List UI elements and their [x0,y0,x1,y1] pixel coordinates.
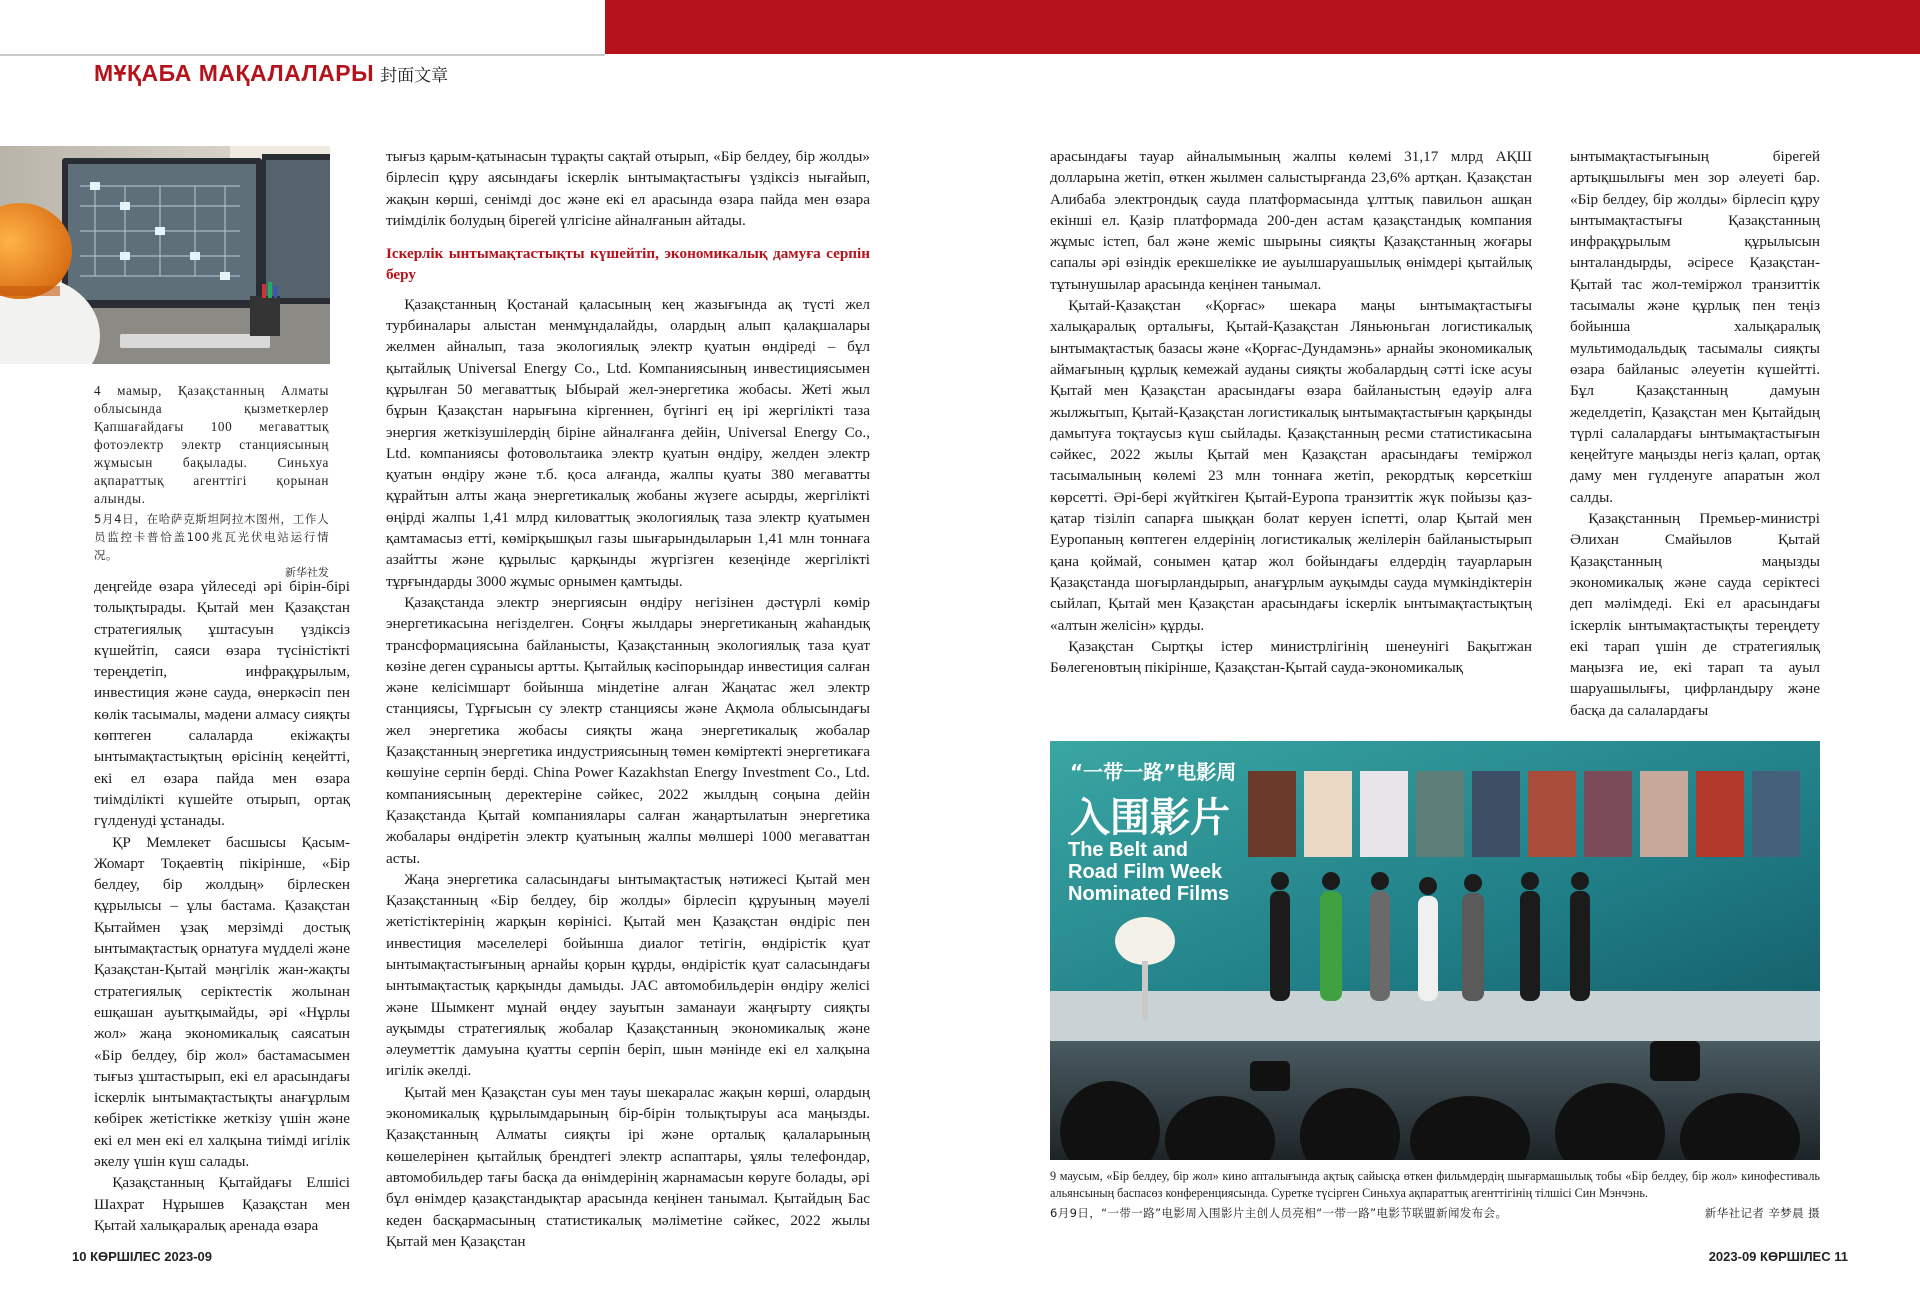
folio-right [1709,1249,1848,1264]
screen-title-zh: “一带一路”电影周 [1070,760,1237,784]
issue-number: 2023-09 [164,1249,213,1264]
header-rule [0,54,605,56]
paragraph: Қытай-Қазақстан «Қорғас» шекара маңы ынтымақтастығы халықаралық орталығы, Қытай-Қазақстан Ляньюньган логистикалық ынтымақтастық базасы және «Қорғас-Дундамэнь» арнайы экономикалық аймағының құрлық кемежай ауданы сияқты жобалардың сәтті іске асуы Қытай мен Қазақстан арасындағы өзара байланыстың едәуір алға жылжытып, Қытай-Қазақстан логистикалық ынтымақтастығын қарқынды дамытуға тоқтаусыз күш сыйлады. Қазақстанның ресми статистикасына сәйкес, 2022 жылы Қытай мен Қазақстан арасындағы теміржол тасымалының көлемі 23 млн тоннаға жетіп, рекордтық көрсеткіш көрсетті. Әрі-бері жүйткіген Қытай-Еуропа транзиттік жүк пойызы қаз-қатар тізіліп сапарға шыққан болат керуен іспетті, олар Қытай мен Еуропаның көптеген елдерінің логистикалық желілерін байланыстырып қана қоймай, сонымен қатар жол бойындағы елдердің тауарларын Қазақстанда шоғырландырып, анағұрлым ауқымды сауда мүмкіндіктерін сыйлап, Қытай мен Қазақстан арасындағы іскерлік ынтымақтастықтың «алтын желісін» құрды. [1050,297,1532,634]
paragraph: Жаңа энергетика саласындағы ынтымақтастық нәтижесі Қытай мен Қазақстанның «Бір белдеу, бір жолды» бірлесіп құруының мәуелі жетістіктерінің жарқын көрінісі. Қытай мен Қазақстан өндіріс пен инвестиция мәселелері бойынша диалог тетігін, өндірістік қуат ынтымақтастығының арнайы қорын құрды, өндірістік қуат саласындағы ынтымақтастық қарқынды дамыды. JAC автомобильдерін өндіру желісі және Шымкент мұнай өңдеу зауытын заманауи жаңғырту сияқты ауқымды стратегиялық жобалар Қазақстанның экономикалық және әлеуметтік дамуына қуатты серпін беріп, шын мәнінде екі ел халқына игілік әкелді. [386,870,870,1080]
article-column-1 [94,576,350,1236]
article-column-4 [1570,146,1820,721]
paragraph: деңгейде өзара үйлеседі әрі бірін-бірі толықтырады. Қытай мен Қазақстан стратегиялық ұштасуын үздіксіз күшейтіп, саяси өзара түсіністікті тереңдетіп, инфрақұрылым, инвестиция және сауда, өнеркәсіп пен көлік тасымалы, мәдени алмасу сияқты көптеген салаларда екіжақты ынтымақтастықтың өрісінің кеңейтті, екі ел өзара пайда мен өзара тиімділікті күшейте отырып, ортақ гүлденуді ұстанады. [94,578,350,830]
paragraph: Қазақстанның Қытайдағы Елшісі Шахрат Нұрышев Қазақстан мен Қытай халықаралық аренада өзара [94,1174,350,1234]
caption-kk: 4 мамыр, Қазақстанның Алматы облысында қызметкерлер Қапшағайдағы 100 мегаваттық фотоэлектр электр станциясының жұмысын бақылады. Синьхуа ақпараттық агенттігі қорынан алынды. [94,383,329,506]
issue-number: 2023-09 [1708,1249,1757,1264]
photo-credit: 新华社记者 辛梦晨 摄 [1704,1206,1820,1220]
magazine-name: КӨРШІЛЕС [90,1249,161,1264]
article-column-2 [386,146,870,1252]
photo-film-week [1050,741,1820,1160]
caption-zh: 5月4日，在哈萨克斯坦阿拉木图州，工作人员监控卡普恰盖100兆瓦光伏电站运行情况。 [94,512,329,562]
article-column-3 [1050,146,1532,678]
section-title: МҰҚАБА МАҚАЛАЛАРЫ [94,60,375,86]
photo-film-caption [1050,1168,1820,1222]
paragraph: Қазақстанның Премьер-министрі Әлихан Смайылов Қытай Қазақстанның маңызды экономикалық және сауда серіктесі деп мәлімдеді. Екі ел арасындағы іскерлік ынтымақтастықты тереңдету екі тарап үшін де стратегиялық маңызға ие, екі тарап та ауыл шаруашылығы, цифрландыру және басқа да салалардағы [1570,510,1820,719]
paragraph: арасындағы тауар айналымының жалпы көлемі 31,17 млрд АҚШ долларына жетіп, өткен жылмен салыстырғанда 23,6% артқан. Қазақстан Алибаба электрондық сауда платформасында ұлттық павильон ашқан екінші ел. Қазір платформада 200-ден астам қазақстандық компания жұмыс істеп, бал және жеміс шырыны сияқты Қазақстанның жоғары сапалы әрі өзіндік ерекшелікке ие ауылшаруашылық өнімдері қытайлық тұтынушылар арасында кеңінен танымал. [1050,148,1532,293]
paragraph: ынтымақтастығының бірегей артықшылығы мен зор әлеуеті бар. «Бір белдеу, бір жолды» бірлесіп құру ынтымақтастығы Қазақстанның инфрақұрылым құрылысын ынталандырды, әсіресе Қазақстан-Қытай тас жол-теміржол транзиттік тасымалы және құрлық пен теңіз бойынша халықаралық мультимодальдық тасымалы сияқты өзара байланыс әлеуетін күшейтті. Бұл Қазақстанның дамуын жеделдетіп, Қазақстан мен Қытайдың түрлі салалардағы ынтымақтастығын кеңейтуге маңызды негіз қалап, ортақ даму мен гүлденуге апаратын жол салды. [1570,148,1820,506]
paragraph: тығыз қарым-қатынасын тұрақты сақтай отырып, «Бір белдеу, бір жолды» бірлесіп құру аясындағы іскерлік ынтымақтастығы үздіксіз нығайып, жақын көрші, сенімді дос және екі ел арасында өзара пайда мен өзара тиімділік болудың бірегей үлгісіне айналғанын айтады. [386,148,870,229]
folio-left [72,1249,212,1264]
caption-zh: 6月9日，“一带一路”电影周入围影片主创人员亮相“一带一路”电影节联盟新闻发布会。 [1050,1206,1508,1220]
photo-credit: 新华社发 [285,566,329,579]
page-number: 10 [72,1249,87,1264]
paragraph: ҚР Мемлекет басшысы Қасым-Жомарт Тоқаевтің пікірінше, «Бір белдеу, бір жолдың» бірлескен құрылысы – ұлы бастама. Қазақстан Қытаймен ұзақ мерзімді достық ынтымақтастық орнатуға мүдделі және Қазақстан-Қытай мәңгілік жан-жақты стратегиялық серіктестік жолынан ешқашан ауытқымайды, әрі «Нұрлы жол» жаңа экономикалық саясатын «Бір белдеу, бір жол» бастамасымен тығыз ұштастырып, екі ел арасындағы іскерлік ынтымақтастықты анағұрлым көбірек жетістікке жеткізу үшін және екі ел мен екі ел халқына тиімді игілік әкелу үшін күш салады. [94,833,350,1171]
photo-control-room [0,146,330,364]
section-title-zh: 封面文章 [380,66,449,86]
paragraph: Қытай мен Қазақстан суы мен тауы шекаралас жақын көрші, олардың экономикалық құрылымдарының бір-бірін толықтыруы аса маңызды. Қазақстанның Алматы сияқты ірі және орталық қалаларының көшелерінен қытайлық брендтегі электр аспаптары, ұялы телефондар, автомобильдер тағы басқа да өнімдерінің жарнамасын көруге болады, әрі бұл өнімдер қазақстандықтар арасында кеңінен танымал. Қытайдың Бас кеден басқармасының статистикалық мәліметіне сәйкес, 2022 жылы Қытай мен Қазақстан [386,1083,870,1250]
photo-top-caption [94,382,329,582]
magazine-name: КӨРШІЛЕС [1760,1249,1831,1264]
paragraph: Қазақстанда электр энергиясын өндіру негізінен дәстүрлі көмір энергетикасына негізделген. Соңғы жылдары энергетиканың жаһандық трансформациясына байланысты, Қазақстанның экологиялық таза қуат көзіне деген сұранысы артты. Қытайлық кәсіпорындар инвестиция салған және келісімшарт бойынша міндетіне алған Жаңатас жел электр станциясы, Тұрғысын су электр станциясы және Ақмола облысындағы жел энергетика жобасы сияқты жаңа энергетикалық жобалар Қазақстанның энергетика индустриясының төмен көміртекті энергетикаға көшуіне серпін берді. China Power Kazakhstan Energy Investment Co., Ltd. компаниясының деректеріне сәйкес, 2022 жылдың соңына дейін Қазақстанда Қытай компаниялары салған жаңартылатын энергетика жобалары өндіретін электр қуатының жалпы мөлшері 1000 мегаваттан асты. [386,593,870,867]
article-subheading: Іскерлік ынтымақтастықты күшейтіп, экономикалық дамуға серпін беру [386,245,870,284]
paragraph: Қазақстанның Қостанай қаласының кең жазығында ақ түсті жел турбиналары алыстан менмұндалайды, олардың алып қалақшалары желмен айналып, таза экологиялық электр қуатын өндіреді – бұл қытайлық Universal Energy Co., Ltd. Компаниясының инвестициясымен құрылған 50 мегаваттық Ыбырай жел-энергетика жобасы. Жеті жыл бұрын Қазақстан нарығына кіргеннен, бүгінгі ең ірі жергілікті таза энергия жеткізушілердің біріне айналғанға дейін, Universal Energy Co., Ltd. компаниясы фотовольтаика электр қуатын өндіру, желден электр қуатын өндіру және т.б. қоса алғанда, жалпы қуаты 380 мегаватты құрайтын алты жаңа энергетикалық жобаны жүзеге асырды, жергілікті өңірді жалпы 1,41 млрд киловаттық экологиялық таза электр қуатымен қамтамасыз етті, көмірқышқыл газы шығарындыларын 1,41 млн тоннаға азайтты және құрылыс қарқынды жүргізген кезеңінде жергілікті тұрғындарды 3000 жұмыс орнымен қамтыды. [386,295,870,590]
page-number: 11 [1834,1249,1848,1264]
header-red-band [605,0,1920,54]
caption-kk: 9 маусым, «Бір белдеу, бір жол» кино апталығында ақтық сайысқа өткен фильмдердің шығармашылық тобы «Бір белдеу, бір жол» кинофестиваль альянсының баспасөз конференциясында. Суретке түсірген Синьхуа ақпараттық агенттігінің тілшісі Син Мэнчэнь. [1050,1169,1820,1200]
section-heading [94,60,448,90]
screen-title-en: The Belt and Road Film Week Nominated Films [1068,839,1230,905]
screen-title-zh-big: 入围影片 [1070,795,1230,841]
paragraph: Қазақстан Сыртқы істер министрлігінің шенеунігі Бақытжан Бөлегеновтың пікірінше, Қазақстан-Қытай сауда-экономикалық [1050,637,1532,677]
